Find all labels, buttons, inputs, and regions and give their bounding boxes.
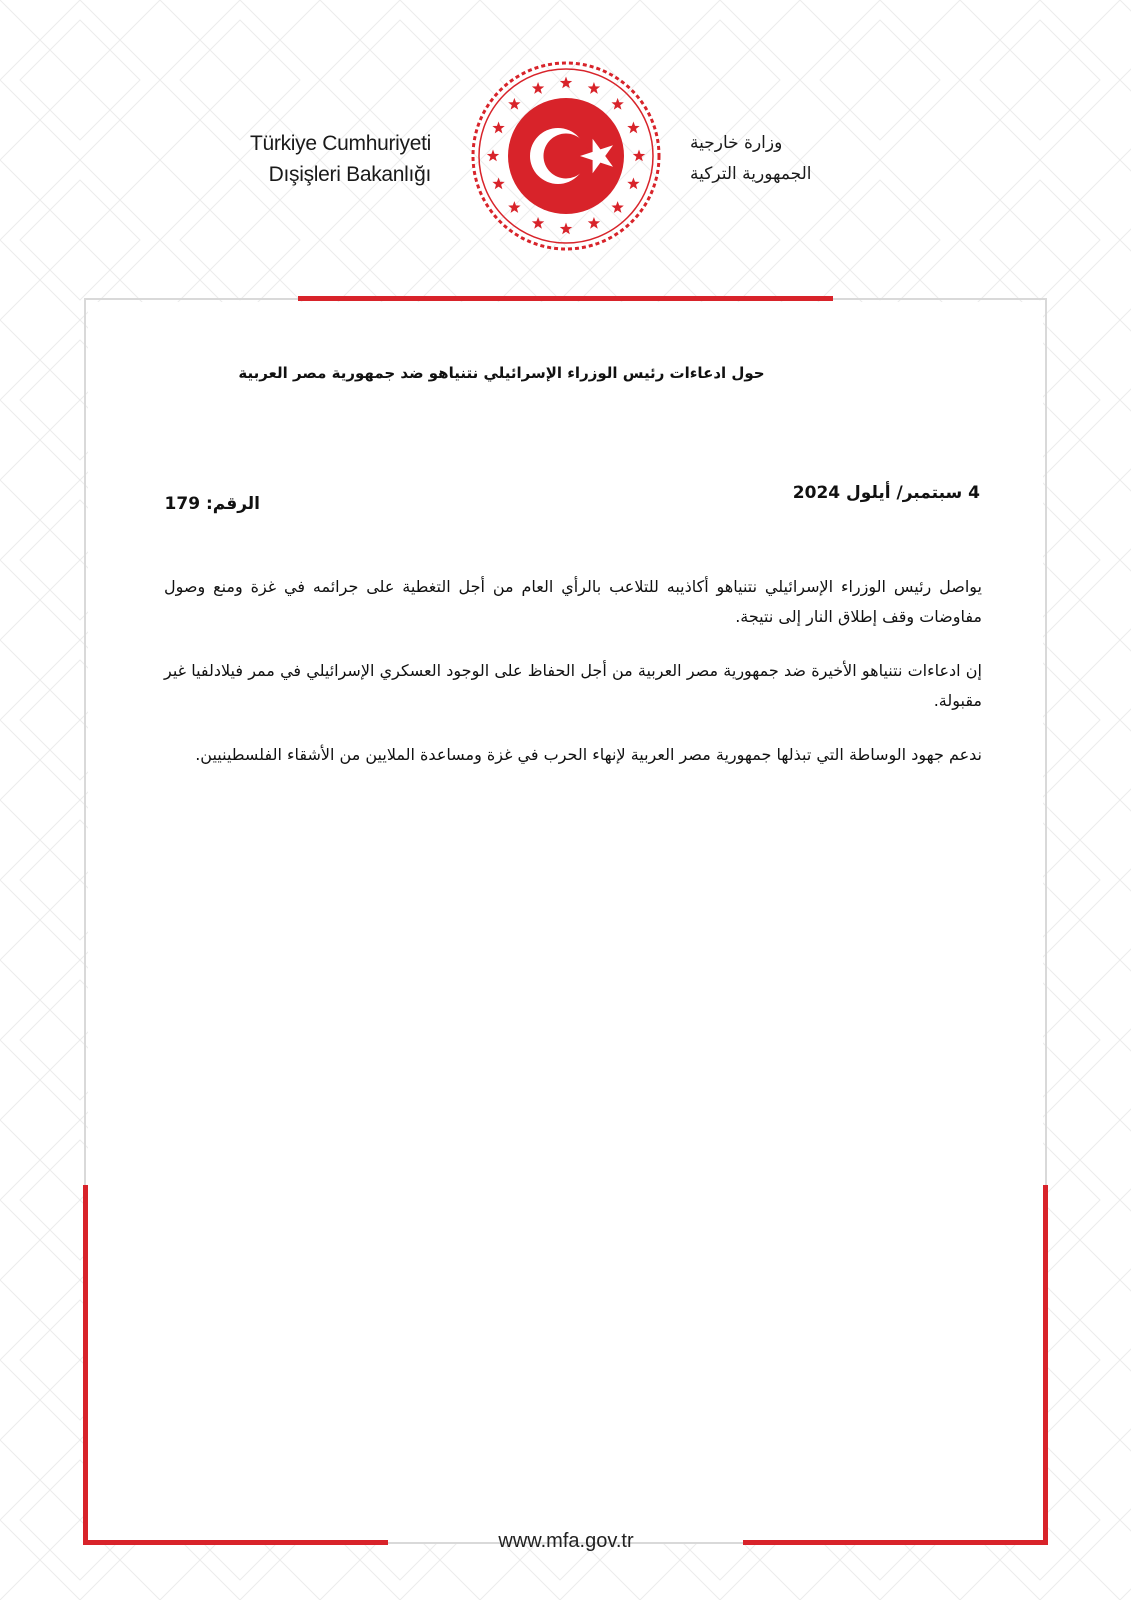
emblem-star-icon — [633, 150, 645, 162]
ministry-name-turkish-line2: Dışişleri Bakanlığı — [268, 163, 431, 186]
document-body — [164, 572, 982, 794]
emblem-star-icon — [611, 201, 623, 213]
emblem-star-icon — [508, 98, 520, 110]
ministry-name-turkish-line1: Türkiye Cumhuriyeti — [249, 132, 431, 155]
emblem-star-icon — [508, 201, 520, 213]
red-left-corner-horizontal — [83, 1540, 388, 1545]
emblem-star-icon — [627, 177, 639, 189]
ministry-name-turkish — [171, 128, 431, 190]
emblem-star-icon — [532, 82, 544, 94]
ministry-name-arabic-line2: الجمهورية التركية — [690, 164, 812, 184]
emblem-star-icon — [627, 122, 639, 134]
document-number: الرقم: 179 — [164, 494, 260, 514]
ministry-name-arabic — [690, 128, 890, 190]
paragraph-3: ندعم جهود الوساطة التي تبذلها جمهورية مصر العربية لإنهاء الحرب في غزة ومساعدة الملايين من الأشقاء الفلسطينيين. — [195, 745, 982, 764]
emblem-star-icon — [532, 217, 544, 229]
emblem-star-icon — [492, 122, 504, 134]
ministry-emblem-icon — [470, 60, 662, 252]
emblem-star-icon — [560, 223, 572, 235]
emblem-star-icon — [611, 98, 623, 110]
red-right-corner-horizontal — [743, 1540, 1048, 1545]
emblem-star-icon — [588, 217, 600, 229]
emblem-star-icon — [588, 82, 600, 94]
paragraph-1: يواصل رئيس الوزراء الإسرائيلي نتنياهو أكاذيبه للتلاعب بالرأي العام من أجل التغطية على جرائمه في غزة ومنع وصول مفاوضات وقف إطلاق النار إلى نتيجة. — [164, 577, 982, 626]
paragraph-2: إن ادعاءات نتنياهو الأخيرة ضد جمهورية مصر العربية من أجل الحفاظ على الوجود العسكري الإسرائيلي في ممر فيلادلفيا غير مقبولة. — [164, 661, 982, 710]
website-link[interactable]: www.mfa.gov.tr — [498, 1530, 634, 1552]
red-left-corner-vertical — [83, 1185, 88, 1545]
document-title: حول ادعاءات رئيس الوزراء الإسرائيلي نتنياهو ضد جمهورية مصر العربية — [238, 364, 765, 382]
document-date: 4 سبتمبر/ أيلول 2024 — [792, 483, 980, 503]
emblem-star-icon — [487, 150, 499, 162]
red-right-corner-vertical — [1043, 1185, 1048, 1545]
emblem-star-icon — [560, 77, 572, 89]
emblem-star-icon — [492, 177, 504, 189]
ministry-name-arabic-line1: وزارة خارجية — [690, 133, 783, 153]
red-top-accent — [298, 296, 833, 301]
